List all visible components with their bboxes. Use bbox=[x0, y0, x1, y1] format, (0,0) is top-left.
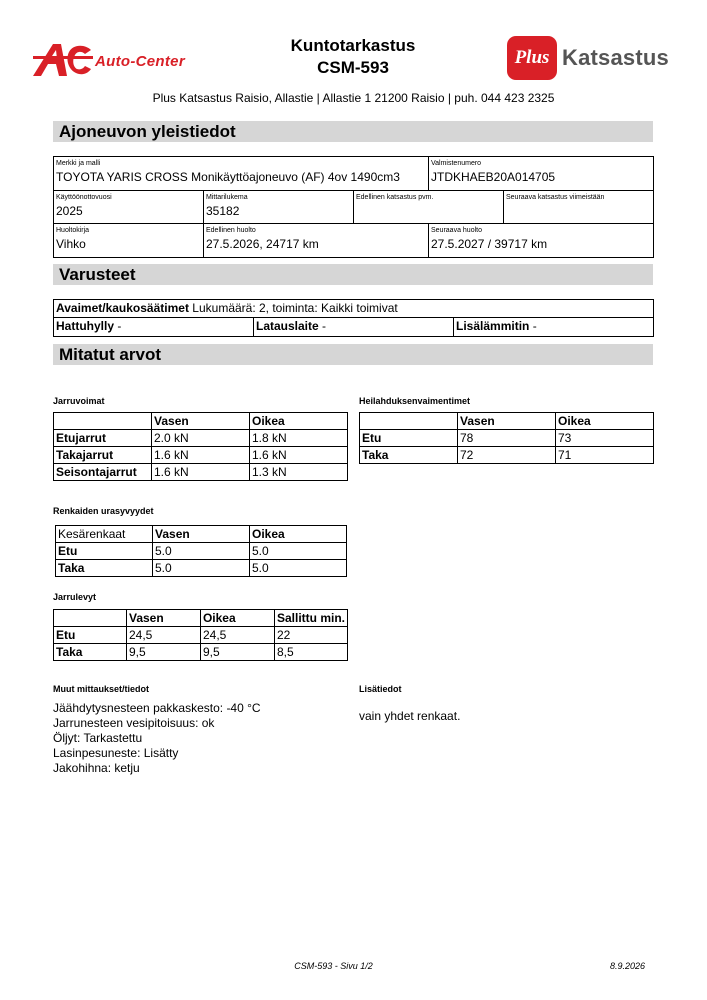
shocks-title: Heilahduksenvaimentimet bbox=[359, 396, 471, 406]
brakes-row-label: Etujarrut bbox=[54, 430, 152, 447]
brakes-left-value: 2.0 kN bbox=[152, 430, 250, 447]
brakes-corner bbox=[54, 413, 152, 430]
brakes-row-label: Takajarrut bbox=[54, 447, 152, 464]
brakes-header-row bbox=[54, 413, 348, 430]
extra-text: vain yhdet renkaat. bbox=[359, 709, 461, 723]
table-row bbox=[54, 430, 348, 447]
next-inspection-label: Seuraava katsastus viimeistään bbox=[506, 194, 605, 201]
tires-right-value: 5.0 bbox=[250, 560, 347, 577]
equipment-table bbox=[53, 299, 654, 337]
brakes-row-label: Seisontajarrut bbox=[54, 464, 152, 481]
hat-shelf-value: - bbox=[117, 319, 122, 333]
keys-label: Avaimet/kaukosäätimet bbox=[56, 301, 189, 315]
table-row bbox=[54, 627, 348, 644]
servicebook-value: Vihko bbox=[56, 237, 86, 251]
last-inspection-label: Edellinen katsastus pvm. bbox=[356, 194, 434, 201]
last-service-value: 27.5.2026, 24717 km bbox=[206, 237, 319, 251]
discs-title: Jarrulevyt bbox=[53, 592, 97, 602]
page-title: Kuntotarkastus bbox=[290, 36, 416, 55]
list-item: Jakohihna: ketju bbox=[53, 761, 140, 775]
odometer-value: 35182 bbox=[206, 204, 240, 218]
servicebook-cell bbox=[54, 224, 204, 257]
plus-katsastus-logo bbox=[507, 36, 677, 82]
brakes-col-left: Vasen bbox=[152, 413, 250, 430]
discs-header-row bbox=[54, 610, 348, 627]
last-service-cell bbox=[204, 224, 429, 257]
next-inspection-cell bbox=[504, 191, 652, 223]
footer-page: CSM-593 - Sivu 1/2 bbox=[294, 961, 373, 971]
tires-left-value: 5.0 bbox=[153, 543, 250, 560]
discs-col-min: Sallittu min. bbox=[274, 610, 347, 627]
shocks-corner bbox=[360, 413, 458, 430]
hat-shelf-label: Hattuhylly bbox=[56, 319, 115, 333]
brakes-right-value: 1.8 kN bbox=[250, 430, 348, 447]
discs-table bbox=[53, 609, 348, 661]
discs-corner bbox=[54, 610, 127, 627]
equipment-row-2 bbox=[54, 318, 653, 336]
charger-cell bbox=[254, 318, 454, 336]
section-vehicle-header: Ajoneuvon yleistiedot bbox=[53, 121, 653, 142]
table-row bbox=[360, 430, 654, 447]
table-row bbox=[54, 447, 348, 464]
heater-cell bbox=[454, 318, 652, 336]
discs-col-left: Vasen bbox=[126, 610, 200, 627]
discs-min-value: 22 bbox=[274, 627, 347, 644]
auto-center-logo bbox=[33, 42, 213, 82]
vin-label: Valmistenumero bbox=[431, 160, 482, 167]
keys-row bbox=[54, 300, 653, 318]
tires-row-label: Taka bbox=[56, 560, 153, 577]
shocks-left-value: 78 bbox=[458, 430, 556, 447]
tires-title: Renkaiden urasyvyydet bbox=[53, 506, 154, 516]
list-item: Jäähdytysnesteen pakkaskesto: -40 °C bbox=[53, 701, 261, 715]
discs-left-value: 24,5 bbox=[126, 627, 200, 644]
brakes-right-value: 1.6 kN bbox=[250, 447, 348, 464]
year-cell bbox=[54, 191, 204, 223]
odometer-cell bbox=[204, 191, 354, 223]
footer-date: 8.9.2026 bbox=[610, 961, 646, 971]
shocks-row-label: Taka bbox=[360, 447, 458, 464]
station-address: Plus Katsastus Raisio, Allastie | Allastie 1 21200 Raisio | puh. 044 423 2325 bbox=[152, 91, 555, 105]
next-service-label: Seuraava huolto bbox=[431, 227, 482, 234]
extra-title: Lisätiedot bbox=[359, 684, 402, 694]
katsastus-logo-word: Katsastus bbox=[562, 45, 669, 70]
brakes-left-value: 1.6 kN bbox=[152, 464, 250, 481]
charger-value: - bbox=[322, 319, 327, 333]
vin-value: JTDKHAEB20A014705 bbox=[431, 170, 556, 184]
vehicle-row-3 bbox=[54, 224, 653, 257]
section-measured-header: Mitatut arvot bbox=[53, 344, 653, 365]
page-subtitle: CSM-593 bbox=[317, 58, 389, 77]
discs-right-value: 9,5 bbox=[200, 644, 274, 661]
hat-shelf-cell bbox=[54, 318, 254, 336]
vin-cell bbox=[429, 157, 652, 190]
servicebook-label: Huoltokirja bbox=[56, 227, 90, 234]
shocks-col-right: Oikea bbox=[556, 413, 654, 430]
discs-row-label: Etu bbox=[54, 627, 127, 644]
section-equipment-header: Varusteet bbox=[53, 264, 653, 285]
charger-label: Latauslaite bbox=[256, 319, 319, 333]
vehicle-row-1 bbox=[54, 157, 653, 191]
make-cell bbox=[54, 157, 429, 190]
shocks-left-value: 72 bbox=[458, 447, 556, 464]
odometer-label: Mittarilukema bbox=[206, 194, 248, 201]
table-row bbox=[56, 543, 347, 560]
tires-table bbox=[55, 525, 347, 577]
table-row bbox=[360, 447, 654, 464]
tires-corner: Kesärenkaat bbox=[56, 526, 153, 543]
brakes-right-value: 1.3 kN bbox=[250, 464, 348, 481]
brakes-title: Jarruvoimat bbox=[53, 396, 105, 406]
heater-label: Lisälämmitin bbox=[456, 319, 530, 333]
vehicle-row-2 bbox=[54, 191, 653, 224]
table-row bbox=[54, 644, 348, 661]
shocks-right-value: 73 bbox=[556, 430, 654, 447]
make-value: TOYOTA YARIS CROSS Monikäyttöajoneuvo (AF) 4ov 1490cm3 bbox=[56, 170, 400, 184]
year-value: 2025 bbox=[56, 204, 83, 218]
tires-col-left: Vasen bbox=[153, 526, 250, 543]
tires-right-value: 5.0 bbox=[250, 543, 347, 560]
discs-col-right: Oikea bbox=[200, 610, 274, 627]
tires-left-value: 5.0 bbox=[153, 560, 250, 577]
next-service-value: 27.5.2027 / 39717 km bbox=[431, 237, 548, 251]
discs-left-value: 9,5 bbox=[126, 644, 200, 661]
brakes-table bbox=[53, 412, 348, 481]
list-item: Lasinpesuneste: Lisätty bbox=[53, 746, 179, 760]
shocks-table bbox=[359, 412, 654, 464]
brakes-left-value: 1.6 kN bbox=[152, 447, 250, 464]
shocks-header-row bbox=[360, 413, 654, 430]
year-label: Käyttöönottovuosi bbox=[56, 194, 112, 201]
make-label: Merkki ja malli bbox=[56, 160, 101, 167]
table-row bbox=[54, 464, 348, 481]
brakes-col-right: Oikea bbox=[250, 413, 348, 430]
shocks-right-value: 71 bbox=[556, 447, 654, 464]
shocks-row-label: Etu bbox=[360, 430, 458, 447]
discs-row-label: Taka bbox=[54, 644, 127, 661]
heater-value: - bbox=[532, 319, 537, 333]
table-row bbox=[56, 560, 347, 577]
vehicle-info-table bbox=[53, 156, 654, 258]
keys-value: Lukumäärä: 2, toiminta: Kaikki toimivat bbox=[192, 301, 398, 315]
tires-header-row bbox=[56, 526, 347, 543]
discs-min-value: 8,5 bbox=[274, 644, 347, 661]
last-inspection-cell bbox=[354, 191, 504, 223]
discs-right-value: 24,5 bbox=[200, 627, 274, 644]
other-title: Muut mittaukset/tiedot bbox=[53, 684, 149, 694]
next-service-cell bbox=[429, 224, 652, 257]
other-measurements-list bbox=[53, 701, 261, 776]
list-item: Jarrunesteen vesipitoisuus: ok bbox=[53, 716, 215, 730]
plus-logo-badge: Plus bbox=[507, 36, 557, 80]
list-item: Öljyt: Tarkastettu bbox=[53, 731, 143, 745]
shocks-col-left: Vasen bbox=[458, 413, 556, 430]
tires-row-label: Etu bbox=[56, 543, 153, 560]
last-service-label: Edellinen huolto bbox=[206, 227, 256, 234]
tires-col-right: Oikea bbox=[250, 526, 347, 543]
brand-left-name: Auto-Center bbox=[95, 53, 185, 70]
